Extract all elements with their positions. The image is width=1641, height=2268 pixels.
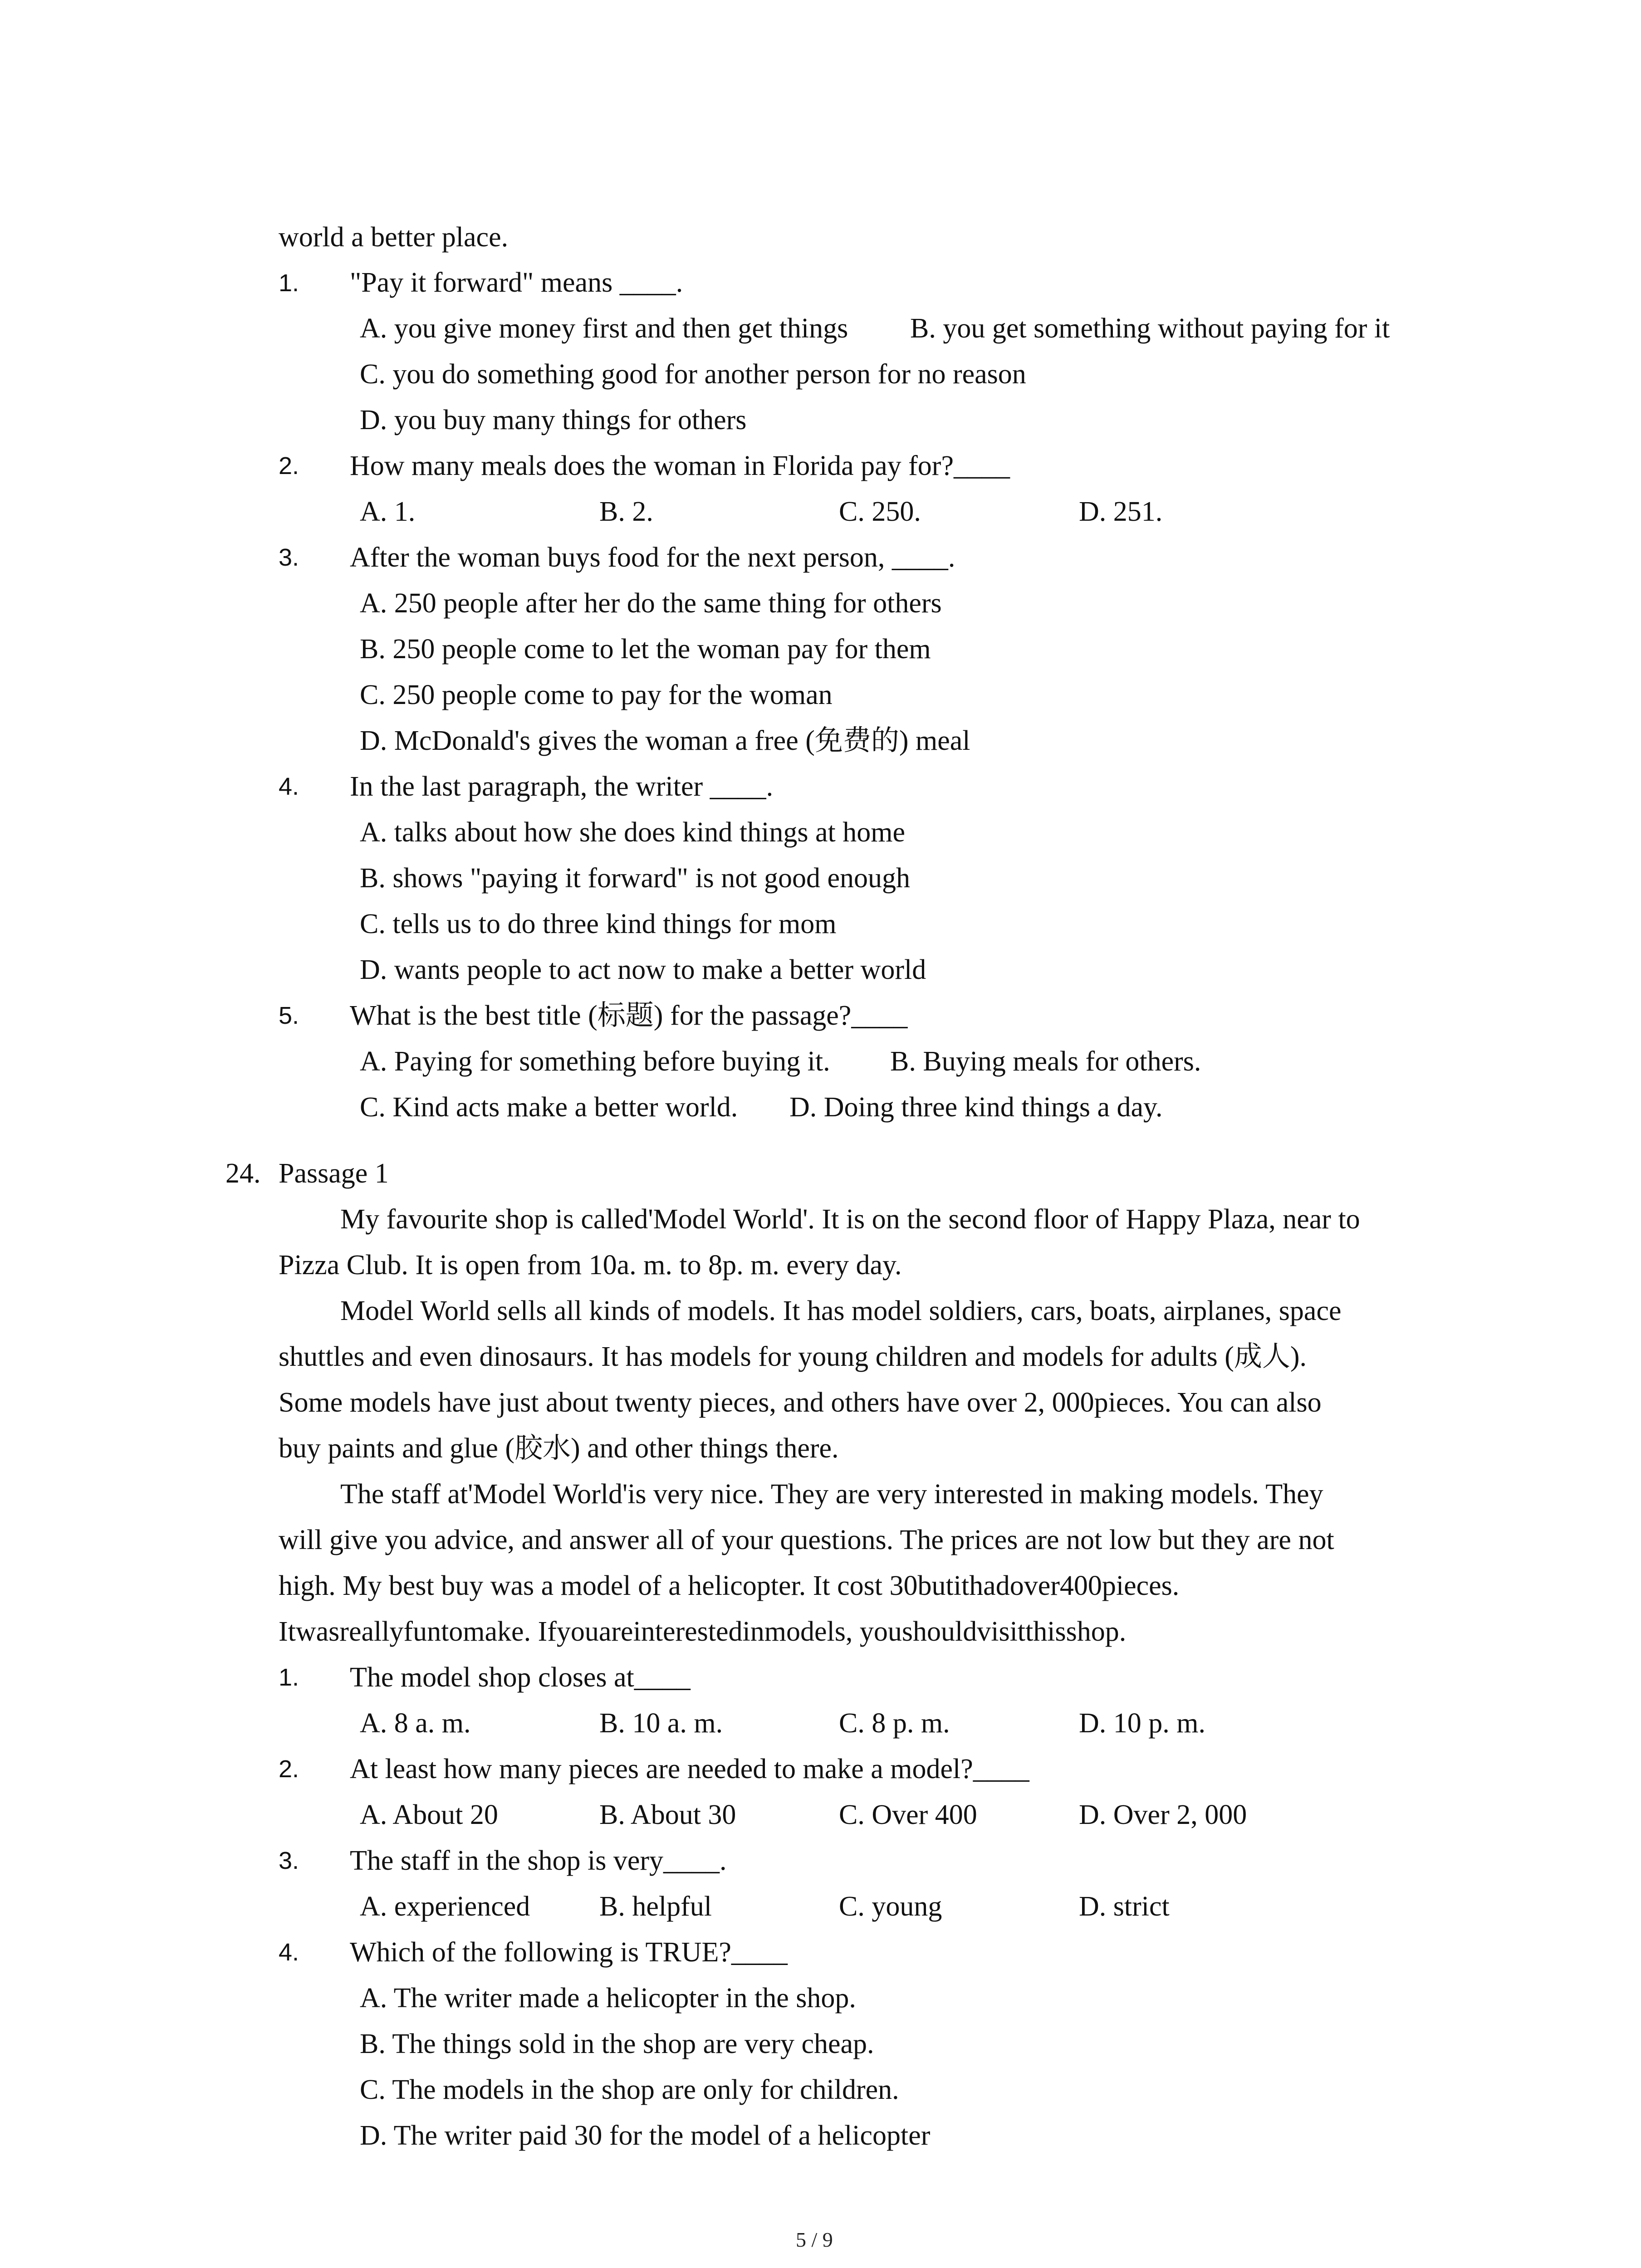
passage-text-line: shuttles and even dinosaurs. It has models for young children and models for adults (成人). bbox=[279, 1341, 1307, 1372]
passage-text-line: will give you advice, and answer all of your questions. The prices are not low but they are not bbox=[279, 1525, 1334, 1555]
question-stem: What is the best title (标题) for the passage?____ bbox=[350, 1000, 908, 1031]
option: C. Over 400 bbox=[839, 1799, 977, 1830]
question-stem: "Pay it forward" means ____. bbox=[350, 267, 683, 298]
option: C. The models in the shop are only for children. bbox=[360, 2074, 899, 2105]
question-stem: At least how many pieces are needed to make a model?____ bbox=[350, 1754, 1029, 1784]
option: B. helpful bbox=[599, 1891, 712, 1922]
option: A. Paying for something before buying it. bbox=[360, 1046, 830, 1077]
question-number: 1. bbox=[279, 1664, 299, 1691]
passage-text-line: The staff at'Model World'is very nice. They are very interested in making models. They bbox=[340, 1479, 1323, 1510]
passage-text-line: buy paints and glue (胶水) and other things there. bbox=[279, 1433, 839, 1464]
option: A. About 20 bbox=[360, 1799, 498, 1830]
option: D. 10 p. m. bbox=[1079, 1708, 1205, 1739]
option: D. you buy many things for others bbox=[360, 405, 747, 435]
option: A. The writer made a helicopter in the shop. bbox=[360, 1983, 856, 2014]
passage-text-line: Itwasreallyfuntomake. Ifyouareinterestedinmodels, youshouldvisitthisshop. bbox=[279, 1616, 1127, 1647]
page-number: 5 / 9 bbox=[796, 2228, 833, 2251]
option: B. shows "paying it forward" is not good enough bbox=[360, 863, 911, 894]
option: B. The things sold in the shop are very cheap. bbox=[360, 2028, 874, 2059]
option: B. 250 people come to let the woman pay for them bbox=[360, 634, 931, 665]
question-stem: How many meals does the woman in Florida pay for?____ bbox=[350, 450, 1010, 481]
option: C. you do something good for another person for no reason bbox=[360, 359, 1026, 390]
option: A. experienced bbox=[360, 1891, 530, 1922]
passage-text-line: Model World sells all kinds of models. It has model soldiers, cars, boats, airplanes, space bbox=[340, 1295, 1342, 1326]
passage-text-line: Pizza Club. It is open from 10a. m. to 8p. m. every day. bbox=[279, 1250, 902, 1281]
option: A. you give money first and then get things bbox=[360, 313, 848, 344]
option: D. wants people to act now to make a better world bbox=[360, 954, 926, 985]
passage-text-line: Some models have just about twenty pieces, and others have over 2, 000pieces. You can also bbox=[279, 1387, 1322, 1418]
question-stem: After the woman buys food for the next person, ____. bbox=[350, 542, 955, 573]
question-number: 4. bbox=[279, 773, 299, 800]
option: B. 10 a. m. bbox=[599, 1708, 723, 1739]
option: A. talks about how she does kind things at home bbox=[360, 817, 905, 848]
option: C. 8 p. m. bbox=[839, 1708, 950, 1739]
option: B. 2. bbox=[599, 496, 653, 527]
passage-text-line: My favourite shop is called'Model World'. It is on the second floor of Happy Plaza, near to bbox=[340, 1204, 1360, 1235]
passage-title: Passage 1 bbox=[279, 1158, 389, 1189]
option: D. strict bbox=[1079, 1891, 1170, 1922]
question-number: 4. bbox=[279, 1939, 299, 1966]
option: A. 8 a. m. bbox=[360, 1708, 471, 1739]
passage-text-line: world a better place. bbox=[279, 222, 509, 253]
question-stem: The model shop closes at____ bbox=[350, 1662, 691, 1693]
option: D. McDonald's gives the woman a free (免费的) meal bbox=[360, 725, 970, 756]
question-number: 1. bbox=[279, 269, 299, 297]
section-number: 24. bbox=[225, 1158, 261, 1189]
question-stem: In the last paragraph, the writer ____. bbox=[350, 771, 774, 802]
option: C. 250. bbox=[839, 496, 921, 527]
question-number: 3. bbox=[279, 544, 299, 571]
question-stem: Which of the following is TRUE?____ bbox=[350, 1937, 788, 1968]
option: B. you get something without paying for it bbox=[910, 313, 1390, 344]
option: B. Buying meals for others. bbox=[890, 1046, 1201, 1077]
passage-text-line: high. My best buy was a model of a helicopter. It cost 30butithadover400pieces. bbox=[279, 1570, 1180, 1601]
option: C. tells us to do three kind things for mom bbox=[360, 909, 837, 939]
question-number: 2. bbox=[279, 1755, 299, 1783]
option: B. About 30 bbox=[599, 1799, 736, 1830]
option: D. The writer paid 30 for the model of a helicopter bbox=[360, 2120, 931, 2151]
option: D. 251. bbox=[1079, 496, 1163, 527]
question-stem: The staff in the shop is very____. bbox=[350, 1845, 727, 1876]
option: C. 250 people come to pay for the woman bbox=[360, 679, 833, 710]
question-number: 3. bbox=[279, 1847, 299, 1874]
option: A. 250 people after her do the same thing for others bbox=[360, 588, 942, 619]
question-number: 2. bbox=[279, 452, 299, 479]
option: D. Over 2, 000 bbox=[1079, 1799, 1247, 1830]
option: A. 1. bbox=[360, 496, 416, 527]
option: C. Kind acts make a better world. bbox=[360, 1092, 738, 1123]
question-number: 5. bbox=[279, 1002, 299, 1029]
option: C. young bbox=[839, 1891, 942, 1922]
option: D. Doing three kind things a day. bbox=[789, 1092, 1163, 1123]
